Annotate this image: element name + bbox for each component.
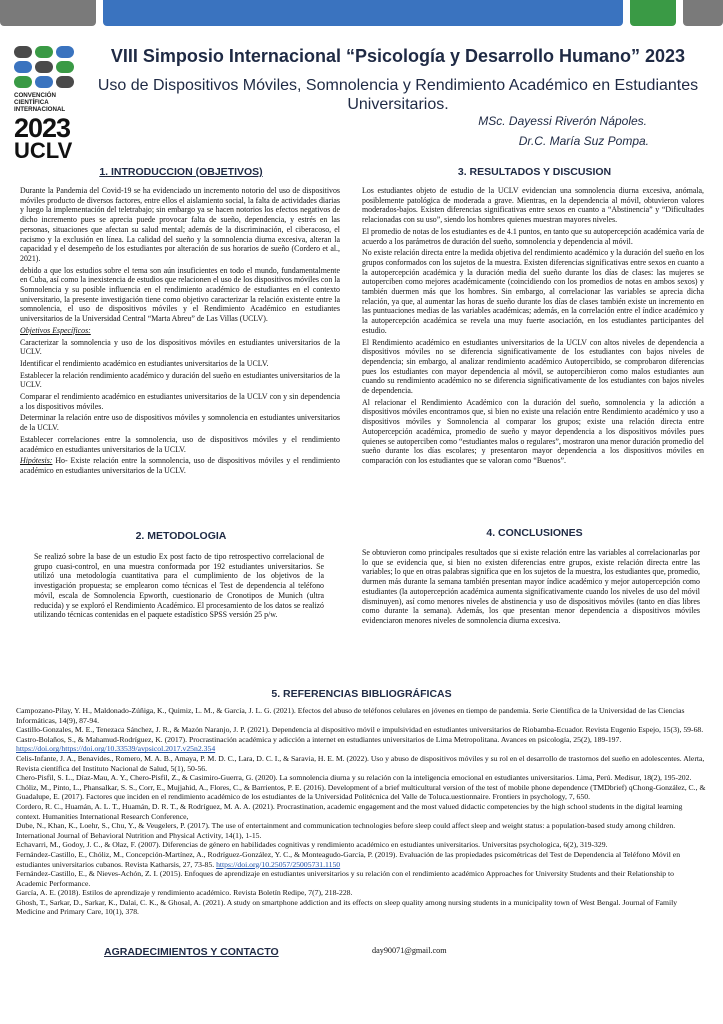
intro-section	[20, 186, 340, 478]
reference-item: Cordero, R. C., Huamán, A. L. T., Huamán, D. R. T., & Rodríguez, M. A. A. (2021). Procrastination, academic engagement and the most valued didactic competencies by the high school students in the digital learning context. Humanities International Research Conference,	[16, 801, 683, 821]
intro-paragraph-1: Durante la Pandemia del Covid-19 se ha evidenciado un incremento notorio del uso de dispositivos móviles producto de diversos factores, entre ellos el aislamiento social, la falta de actividades diarias y luego la implementación del teletrabajo; sin embargo ya se hacen notorios los efectos negativos de dicho incremento pues se aprecia puede provocar falta de sueño, dependencia, y estrés en las personas, situaciones que afectan su salud mental; además de la discriminación, el ciberacoso, el racismo y la exclusión en línea. La calidad del sueño y la somnolencia diurna excesiva, alteran la capacidad y el desempeño de los estudiantes por alteración de sus horarios de sueño (Cordero et al., 2021).	[20, 186, 340, 263]
top-bar-blue	[103, 0, 623, 26]
objective-1: Caracterizar la somnolencia y uso de los dispositivos móviles en estudiantes universitarios de la UCLV.	[20, 337, 340, 357]
author-2: Dr.C. María Suz Pompa.	[518, 134, 649, 148]
reference-text: Fernández-Castillo, E., Chóliz, M., Concepción-Martínez, A., Rodríguez-González, Y. C., & Monteagudo-García, P. (2019). Evaluación de las propiedades psicométricas del Test de Dependencia al Teléfono Móvil en estudiantes universitarios cubanos. Revista Katharsis, 27, 73-85.	[16, 849, 681, 869]
objective-5: Determinar la relación entre uso de dispositivos móviles y somnolencia en estudiantes universitarios de la UCLV.	[20, 413, 340, 433]
reference-item: Chero-Pisfil, S. L., Díaz-Mau, A. Y., Chero-Pisfil, Z., & Casimiro-Guerra, G. (2020). La somnolencia diurna y su relación con la inteligencia emocional en estudiantes universitarios. Lima, Perú. Medisur, 18(2), 195-202.	[16, 773, 692, 783]
objective-4: Comparar el rendimiento académico en estudiantes universitarios de la UCLV con y sin dependencia a los dispositivos móviles.	[20, 392, 340, 411]
objective-6: Establecer correlaciones entre la somnolencia, uso de dispositivos móviles y el rendimiento académico en estudiantes universitarios de la UCLV.	[20, 434, 340, 454]
acknowledgements-heading: AGRADECIMIENTOS Y CONTACTO	[104, 946, 279, 958]
top-bar-grey-1	[0, 0, 96, 26]
reference-item: Echavarri, M., Godoy, J. C., & Olaz, F. (2007). Diferencias de género en habilidades cognitivas y rendimiento académico en estudiantes universitarios. Universitas psychologica, 6(2), 319-329.	[16, 840, 608, 850]
top-bar-green	[630, 0, 676, 26]
references-list	[16, 706, 706, 917]
reference-doi-link[interactable]: https://doi.org/10.25057/25005731.1150	[216, 859, 341, 869]
reference-item	[16, 850, 706, 869]
results-paragraph-4: El Rendimiento académico en estudiantes universitarios de la UCLV con altos niveles de dependencia a dispositivos móviles no se diferencia significativamente de los estudiantes con bajos niveles de dependencia; sin embargo, al analizar rendimiento académico Autopercibido, se comprobaron diferencias pues los estudiantes con mayor dependencia al móvil, se autopercibieron como malos estudiantes aun cuando su rendimiento académico no se diferencia significativamente de los estudiantes con bajos niveles de dependencia.	[362, 337, 704, 396]
top-bar-grey-2	[683, 0, 723, 26]
objective-2: Identificar el rendimiento académico en estudiantes universitarios de la UCLV.	[20, 358, 269, 368]
reference-item: Castillo-Gonzales, M. E., Tenezaca Sánchez, J. R., & Mazón Naranjo, J. P. (2021). Dependencia al dispositivo móvil e impulsividad en estudiantes universitarios de Riobamba-Ecuador. Revista Eugenio Espejo, 15(3), 59-68.	[16, 725, 704, 735]
references-heading: 5. REFERENCIAS BIBLIOGRÁFICAS	[271, 688, 452, 700]
reference-item: Fernández-Castillo, E., & Nieves-Achón, Z. I. (2015). Enfoques de aprendizaje en estudiantes universitarios y su relación con el rendimiento académico Approaches for University Students and their Relationship to Academic Performance.	[16, 869, 674, 888]
conclusions-heading: 4. CONCLUSIONES	[486, 527, 583, 539]
method-paragraph-1: Se realizó sobre la base de un estudio Ex post facto de tipo retrospectivo correlacional de grupo cuasi-control, en una muestra conformada por 192 estudiantes universitarios. Se utilizó una metodología cuantitativa para el cumplimiento de los objetivos de la investigación propuesta; se emplearon como técnicas el Test de dependencia al teléfono móvil, escala de Somnolencia Epworth, cuestionario de Cronotipos de Munich (ultra reducida) y se exploró el Rendimiento Académico. El procesamiento de los datos se realizó utilizando técnicas contenidas en el paquete estadístico SPSS versión 25 p/w.	[34, 552, 324, 620]
results-paragraph-3: No existe relación directa entre la medida objetiva del rendimiento académico y la duración del sueño en los grupos conformados con los sujetos de la muestra. Existen diferencias significativas entre sexos en cuanto a la autopercepción académica y la duración media del sueño durante los días de clases: las mujeres se autoperciben como mejores académicamente (coincidiendo con los promedios de notas en ambos sexos) y también duermen más que los hombres. Sin embargo, al correlacionar las variables se aprecia dicha relación, ya que, al aumentar las horas de sueño durante los días de clases también existe un incremento en las puntuaciones medias de las variables académicas; además, en la correlación entre el índice académico y la autopercepción académica se revela una muy fuerte asociación, en los estudiantes participantes del estudio.	[362, 248, 705, 335]
logo-year: 2023	[14, 113, 71, 143]
results-paragraph-1: Los estudiantes objeto de estudio de la UCLV evidencian una somnolencia diurna excesiva, anómala, posiblemente patológica de moderada a grave. Mientras, en la dependencia al móvil, obtuvieron valores moderados-bajos. Existen diferencias significativas entre sexos en cuanto a “Abstinencia” y “Dificultades relacionadas con su uso”, siendo los hombres quienes muestran mayores niveles.	[362, 186, 704, 225]
contact-email[interactable]: day90071@gmail.com	[372, 946, 447, 955]
reference-item: Campozano-Pilay, Y. H., Maldonado-Zúñiga, K., Quimiz, L. M., & García, J. L. G. (2021). Efectos del abuso de teléfonos celulares en jóvenes en tiempo de pandemia. Serie Científica de la Universidad de las Ciencias Informáticas, 14(9), 87-94.	[16, 706, 685, 725]
conclusions-paragraph-1: Se obtuvieron como principales resultados que si existe relación entre las variables al correlacionarlas por lo que se evidencia que, si bien no existen diferencias entre grupos, existe relación directa entre las variables; lo que en otras palabras significa que en los sujetos de la muestra, los estudiantes que, promedio, durmen más durante la semana también presentan mayor índice académico y mejor autopercepción como estudiantes (la autopercepción académica aumenta significativamente cuando los niveles de uso del móvil disminuyen), así como menores niveles de abstinencia y uso de dispositivos móviles (tanto en días libres como durante la semana). Además, los que presentan menor dependencia a dispositivos móviles evidenciaron menores niveles de somnolencia diurna excesiva.	[362, 548, 700, 625]
reference-item: García, A. E. (2018). Estilos de aprendizaje y rendimiento académico. Revista Boletín Redipe, 7(7), 218-228.	[16, 888, 353, 898]
method-section	[34, 552, 324, 622]
logo-mark-icon	[14, 46, 74, 88]
intro-heading: 1. INTRODUCCION (OBJETIVOS)	[99, 166, 263, 178]
objectives-title: Objetivos Específicos:	[20, 325, 91, 335]
reference-item: Dube, N., Khan, K., Loehr, S., Chu, Y., & Veugelers, P. (2017). The use of entertainment and communication technologies before sleep could affect sleep and weight status: a population-based study among children. International Journal of Behavioral Nutrition and Physical Activity, 14(1), 1-15.	[16, 821, 676, 840]
event-logo	[14, 46, 74, 161]
logo-line-1: CONVENCIÓN	[14, 92, 56, 99]
logo-line-3: INTERNACIONAL	[14, 106, 66, 113]
results-section	[362, 186, 704, 468]
objective-3: Establecer la relación rendimiento académico y duración del sueño en estudiantes universitarios de la UCLV.	[20, 370, 340, 390]
method-heading: 2. METODOLOGIA	[135, 530, 227, 542]
logo-line-2: CIENTÍFICA	[14, 99, 49, 106]
poster-title: VIII Simposio Internacional “Psicología y Desarrollo Humano” 2023	[110, 46, 686, 66]
results-paragraph-5: Al relacionar el Rendimiento Académico con la duración del sueño, somnolencia y la adicción a dispositivos móviles encontramos que, si bien no existe una relación entre Rendimiento académico y uso a dispositivos móviles y Somnolencia al comparar los grupos; existe una relación directa entre Autopercepción académica, promedio de sueño y mayor dependencia a los dispositivos móviles pues quienes se autoperciben como “estudiantes malos o regulares”, mostraron una menor duración promedio del sueño durante los días escolares; y presentaron mayor dependencia a los dispositivos móviles en comparación con los estudiantes que se valoran como “Buenos”.	[362, 397, 704, 465]
poster-subtitle: Uso de Dispositivos Móviles, Somnolencia y Rendimiento Académico en Estudiantes Universitarios.	[97, 77, 699, 113]
reference-doi-link[interactable]: https://doi.org/https://doi.org/10.33539/avpsicol.2017.v25n2.354	[16, 744, 216, 754]
logo-university: UCLV	[14, 138, 73, 163]
author-1: MSc. Dayessi Riverón Nápoles.	[478, 114, 647, 128]
hypothesis-text: Ho- Existe relación entre la somnolencia, uso de dispositivos móviles y el rendimiento académico en estudiantes universitarios de la UCLV.	[20, 456, 340, 475]
hypothesis-label: Hipótesis:	[20, 456, 53, 466]
results-heading: 3. RESULTADOS Y DISCUSION	[457, 166, 612, 178]
results-paragraph-2: El promedio de notas de los estudiantes es de 4.1 puntos, en tanto que su autopercepción académica varía de acuerdo a los parámetros de duración del sueño, somnolencia y dependencia al móvil.	[362, 226, 704, 246]
reference-item: Chóliz, M., Pinto, L., Phansalkar, S. S., Corr, E., Mujjahid, A., Flores, C., & Barrientos, P. E. (2016). Development of a brief multicultural version of the test of mobile phone dependence (TMDbrief) qChong-González, C., & Guadalupe, E. (2017). Factores que inciden en el rendimiento académico de los estudiantes de la Universidad Politécnica del Valle de Toluca.uestionnaire. Frontiers in psychology, 7, 650.	[16, 782, 706, 802]
reference-item: Ghosh, T., Sarkar, D., Sarkar, K., Dalai, C. K., & Ghosal, A. (2021). A study on smartphone addiction and its effects on sleep quality among nursing students in a municipality town of West Bengal. Journal of Family Medicine and Primary Care, 10(1), 378.	[16, 897, 678, 917]
conclusions-section	[362, 548, 700, 628]
hypothesis	[20, 456, 340, 475]
reference-item: Castro-Bolaños, S., & Mahamud-Rodríguez, K. (2017). Procrastinación académica y adicción a internet en estudiantes universitarios de Lima Metropolitana. Avances en psicología, 25(2), 189-197.	[16, 734, 622, 744]
intro-paragraph-2: debido a que los estudios sobre el tema son aún insuficientes en todo el mundo, fundamentalmente en Cuba, así como la inexistencia de estudios que relacionen el uso de los dispositivos móviles con la Somnolencia y su posible influencia en el rendimiento académico de estudiantes en el contexto universitario, la presente investigación tiene como objetivo caracterizar la relación existente entre la somnolencia, el uso de dispositivos móviles y el Rendimiento Académico en estudiantes universitarios de la Universidad Central “Marta Abreu” de Las Villas (UCLV).	[20, 265, 340, 324]
reference-item: Celis-Infante, J. A., Benavides., Romero, M. A. B., Amaya, P. M. D. C., Lara, D. C. I., & Saravia, H. E. M. (2022). Uso y abuso de dispositivos móviles y su rol en el desarrollo de trastornos del sueño en adolescentes. Alerta, Revista científica del Instituto Nacional de Salud, 5(1), 50-56.	[16, 753, 705, 773]
